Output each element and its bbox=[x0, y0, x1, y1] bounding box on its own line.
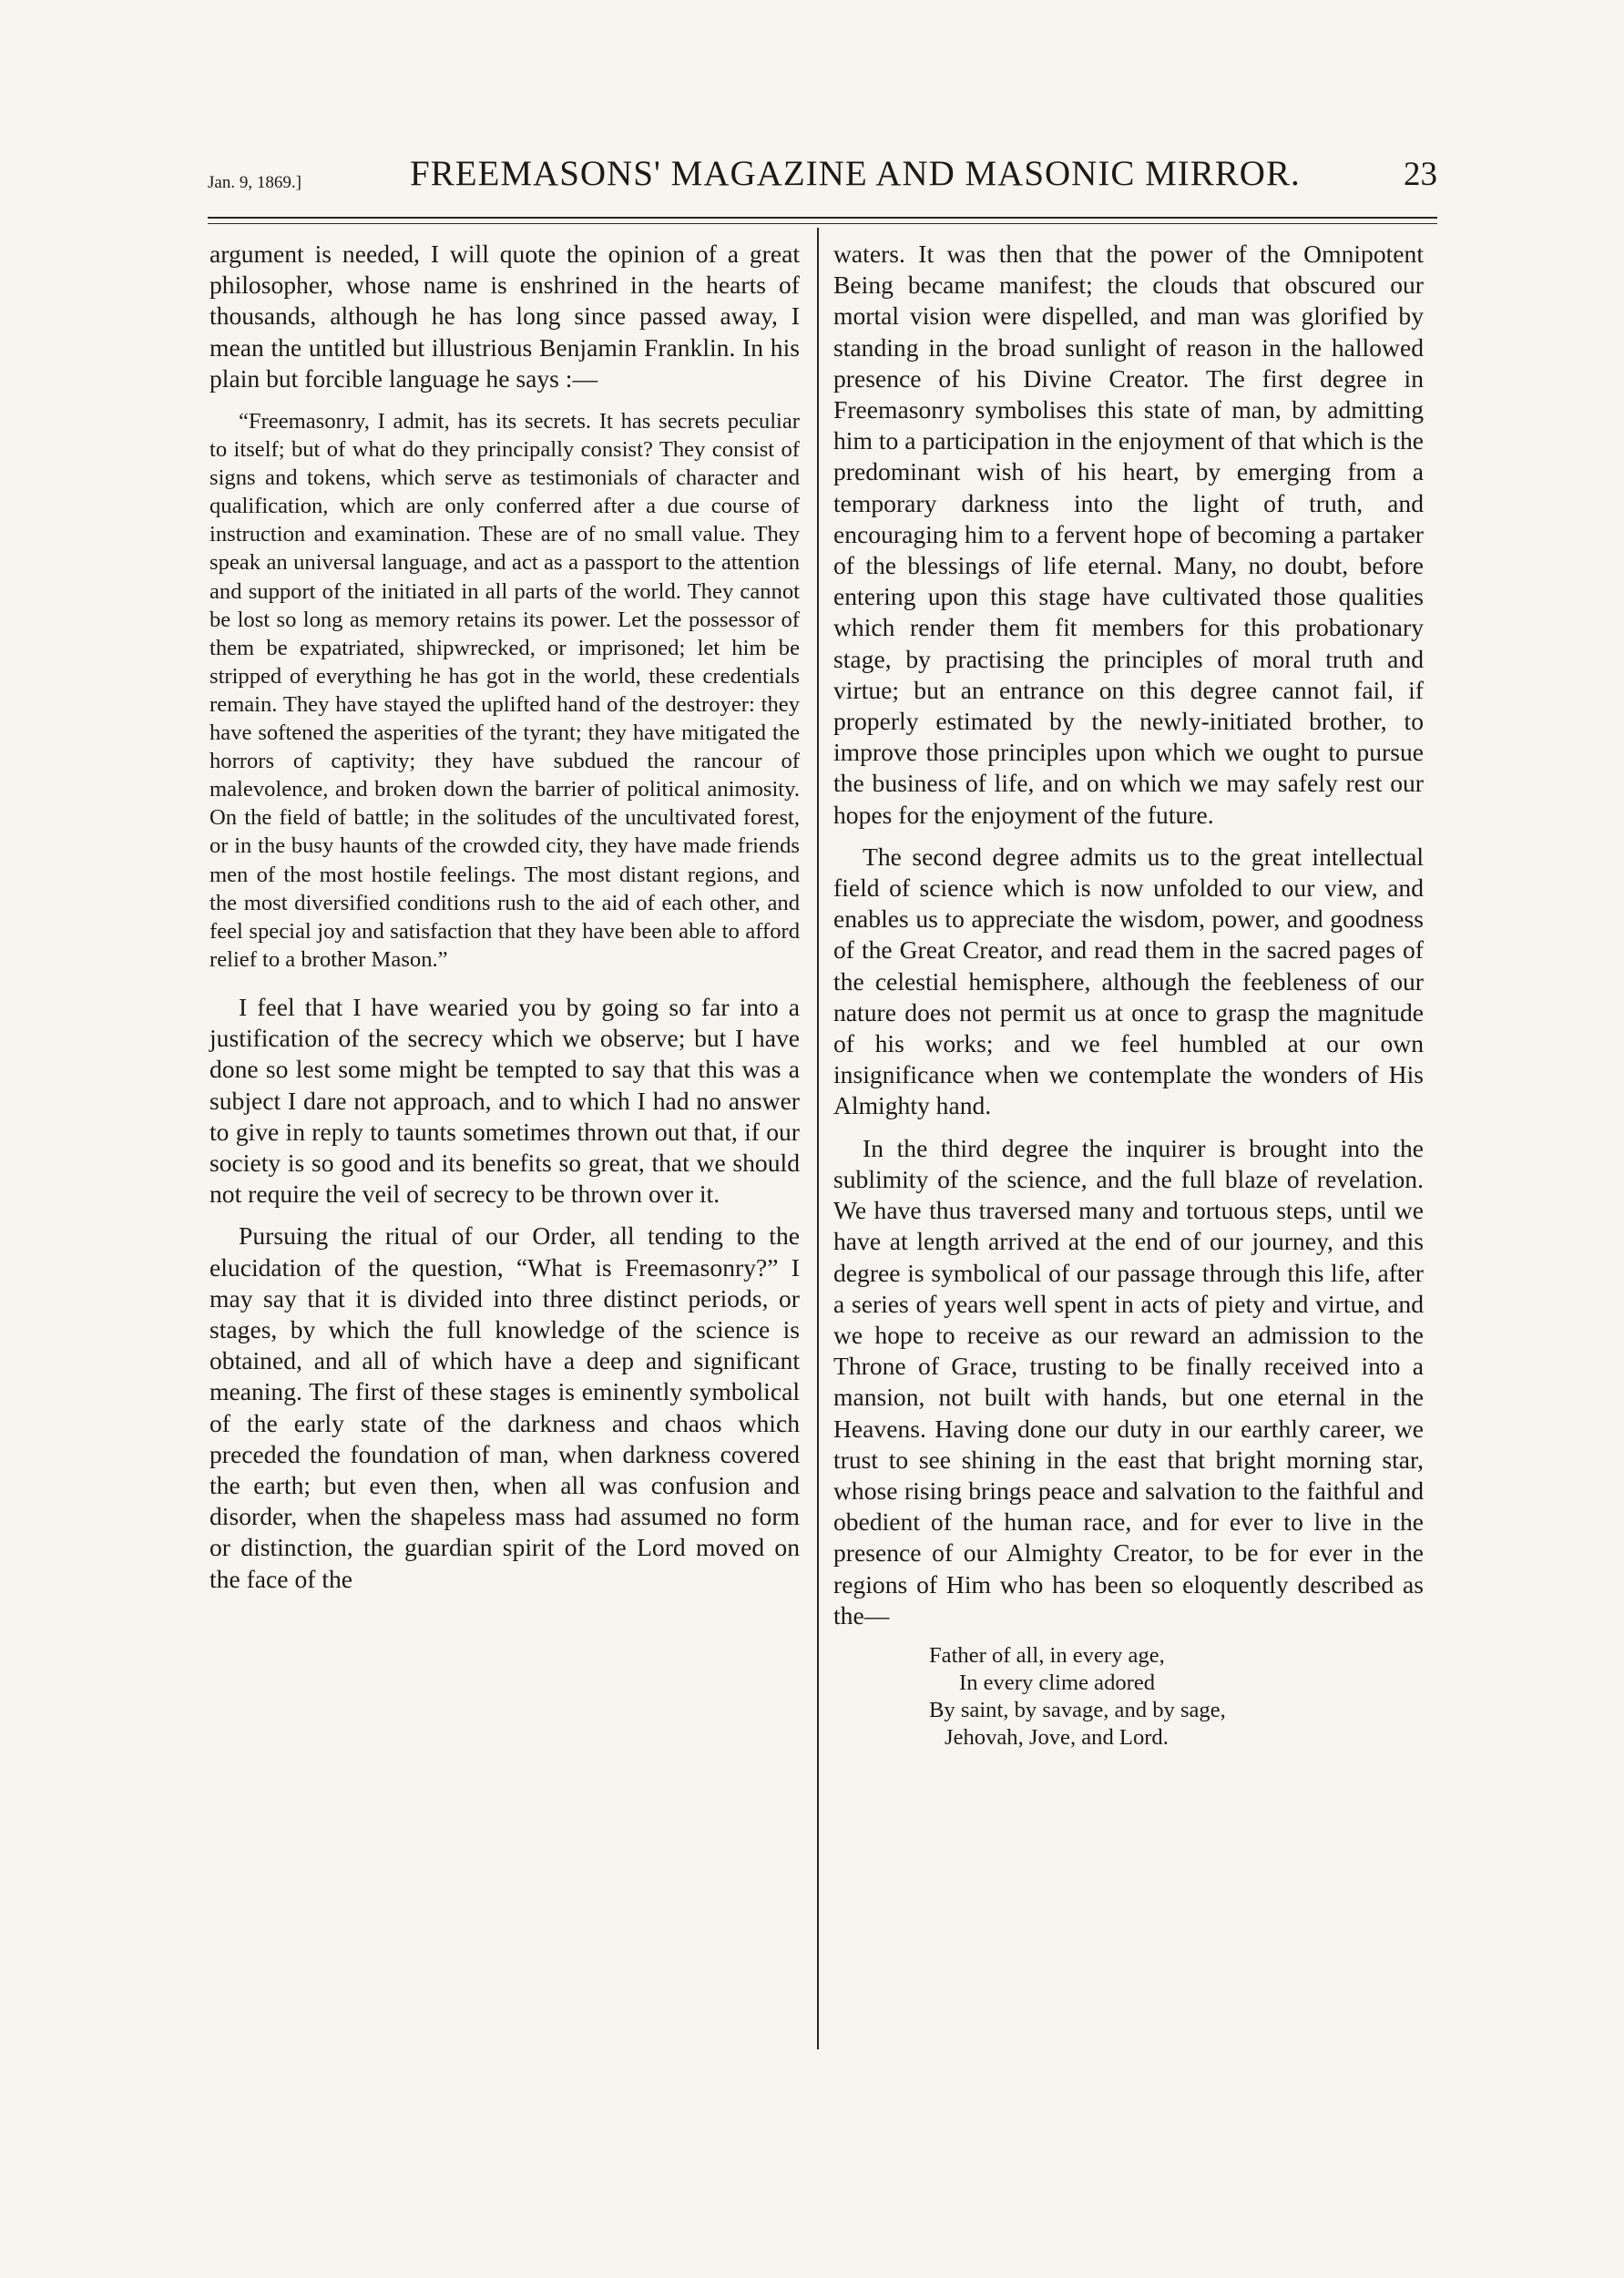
verse-line: Jehovah, Jove, and Lord. bbox=[945, 1724, 1169, 1750]
verse-line: Father of all, in every age, bbox=[929, 1642, 1165, 1668]
paragraph: I feel that I have wearied you by going so far into a justification of the secrecy which we observe; but I have done so lest some might be tempted to say that this was a subject I dare not approach, and to which I had no answer to give in reply to taunts sometimes thrown out that, if our society is so good and its benefits so great, that we should not require the veil of secrecy to be thrown over it. bbox=[209, 992, 800, 1209]
issue-date: Jan. 9, 1869.] bbox=[208, 173, 301, 192]
page-number: 23 bbox=[1404, 156, 1437, 193]
paragraph: In the third degree the inquirer is brought into the sublimity of the science, and the full blaze of revelation. We have thus traversed many and tortuous steps, until we have at length arrived at the end of our journey, and this degree is symbolical of our passage through this life, after a series of years well spent in acts of piety and virtue, and we hope to receive as our reward an admission to the Throne of Grace, trusting to be finally received into a mansion, not built with hands, but one eternal in the Heavens. Having done our duty in our earthly career, we trust to see shining in the east that bright morning star, whose rising brings peace and salvation to the faithful and obedient of the human race, and for ever to live in the presence of our Almighty Creator, to be for ever in the regions of Him who has been so eloquently described as the— bbox=[833, 1133, 1424, 1629]
header-rule-thick bbox=[208, 217, 1437, 219]
paragraph: Pursuing the ritual of our Order, all tending to the elucidation of the question, “What is Freemasonry?” I may say that it is divided into three distinct periods, or stages, by which the full knowledge of the science is obtained, and all of which have a deep and significant meaning. The first of these stages is eminently symbolical of the early state of the darkness and chaos which preceded the foundation of man, when darkness covered the earth; but even then, when all was confusion and disorder, when the shapeless mass had assumed no form or distinction, the guardian spirit of the Lord moved on the face of the bbox=[209, 1221, 800, 1593]
left-column bbox=[209, 239, 800, 1606]
verse-line: In every clime adored bbox=[959, 1670, 1156, 1695]
paragraph: argument is needed, I will quote the opinion of a great philosopher, whose name is enshrined in the hearts of thousands, although he has long since passed away, I mean the untitled but illustrious Benjamin Franklin. In his plain but forcible language he says :— bbox=[209, 240, 800, 393]
column-divider bbox=[817, 228, 819, 2049]
verse-line: By saint, by savage, and by sage, bbox=[929, 1697, 1226, 1722]
right-column bbox=[833, 239, 1424, 1752]
paragraph: The second degree admits us to the great intellectual field of science which is now unfolded to our view, and enables us to appreciate the wisdom, power, and goodness of the Great Creator, and read them in the sacred pages of the celestial hemisphere, although the feebleness of our nature does not permit us at once to grasp the magnitude of his works; and we feel humbled at our own insignificance when we contemplate the wonders of His Almighty hand. bbox=[833, 842, 1424, 1120]
page-header bbox=[208, 153, 1437, 208]
franklin-quote: “Freemasonry, I admit, has its secrets. It has secrets peculiar to itself; but of what do they principally consist? They consist of signs and tokens, which serve as testimonials of character and qualification, which are only conferred after a due course of instruction and examination. These are of no small value. They speak an universal language, and act as a passport to the attention and support of the initiated in all parts of the world. They cannot be lost so long as memory retains its power. Let the possessor of them be expatriated, shipwrecked, or imprisoned; let him be stripped of everything he has got in the world, these credentials remain. They have stayed the uplifted hand of the destroyer: they have softened the asperities of the tyrant; they have mitigated the horrors of captivity; they have subdued the rancour of malevolence, and broken down the barrier of political animosity. On the field of battle; in the solitudes of the uncultivated forest, or in the busy haunts of the crowded city, they have made friends men of the most hostile feelings. The most distant regions, and the most diversified conditions rush to the aid of each other, and feel special joy and satisfaction that they have been able to afford relief to a brother Mason.” bbox=[209, 409, 800, 972]
header-rule-thin bbox=[208, 223, 1437, 224]
closing-verse bbox=[833, 1642, 1424, 1752]
running-title: FREEMASONS' MAGAZINE AND MASONIC MIRROR. bbox=[410, 154, 1301, 193]
paragraph: waters. It was then that the power of the Omnipotent Being became manifest; the clouds that obscured our mortal vision were dispelled, and man was glorified by standing in the broad sunlight of reason in the hallowed presence of his Divine Creator. The first degree in Freemasonry symbolises this state of man, by admitting him to a participation in the enjoyment of that which is the predominant wish of his heart, by emerging from a temporary darkness into the light of truth, and encouraging him to a fervent hope of becoming a partaker of the blessings of life eternal. Many, no doubt, before entering upon this stage have cultivated those qualities which render them fit members for this probationary stage, by practising the principles of moral truth and virtue; but an entrance on this degree cannot fail, if properly estimated by the newly-initiated brother, to improve those principles upon which we ought to pursue the business of life, and on which we may safely rest our hopes for the enjoyment of the future. bbox=[833, 240, 1424, 829]
